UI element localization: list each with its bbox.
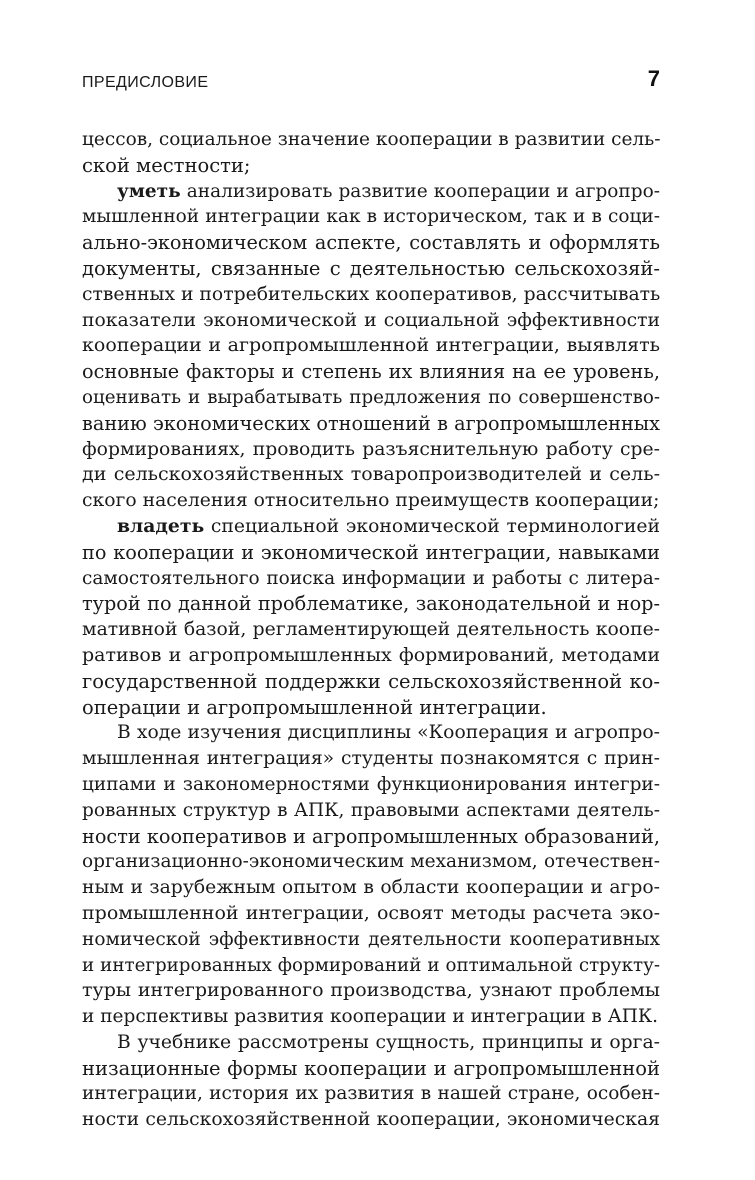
text-line (82, 591, 660, 617)
line-text: самостоятельного поиска информации и работы с литера- (82, 567, 660, 589)
line-text: ным и зарубежным опытом в области кооперации и агро- (82, 877, 660, 899)
line-text: турой по данной проблематике, законодательной и нор- (82, 592, 660, 616)
line-text: цессов, социальное значение кооперации в развитии сель- (82, 129, 661, 150)
text-line (82, 849, 660, 875)
line-text: ственных и потребительских кооперативов, рассчитывать (82, 283, 661, 305)
text-line (82, 720, 660, 746)
text-line (82, 953, 660, 979)
line-text: ративов и агропромышленных формирований, методами (82, 643, 660, 666)
text-line (82, 927, 660, 953)
line-text: ности кооперативов и агропромышленных образований, (82, 824, 660, 848)
page-header (82, 66, 660, 92)
text-line (82, 411, 660, 437)
paragraph (82, 127, 660, 179)
line-text: основные факторы и степень их влияния на ее уровень, (82, 360, 660, 384)
text-line (82, 385, 660, 411)
line-text: ди сельскохозяйственных товаропроизводителей и сель- (82, 463, 660, 486)
line-text: ского населения относительно преимуществ кооперации; (82, 490, 660, 512)
line-text: государственной поддержки сельскохозяйственной ко- (82, 669, 660, 693)
text-line (82, 824, 660, 850)
text-line (82, 540, 660, 566)
line-text: и перспективы развития кооперации и интеграции в АПК. (82, 1006, 659, 1028)
paragraph (82, 720, 660, 1030)
paragraph (82, 179, 660, 514)
paragraph (82, 1030, 660, 1133)
text-line (82, 1004, 660, 1030)
text-line (82, 282, 660, 308)
text-line (82, 901, 660, 927)
line-text: ности сельскохозяйственной кооперации, экономическая (82, 1109, 660, 1131)
text-line (82, 204, 660, 230)
line-text: ципами и закономерностями функционирования интегри- (82, 773, 660, 795)
text-line (82, 127, 660, 153)
text-line (82, 437, 660, 463)
bold-term: владеть (117, 514, 205, 537)
line-text: мативной базой, регламентирующей деятельность коопе- (82, 619, 660, 641)
line-text: В учебнике рассмотрены сущность, принципы и орга- (117, 1031, 660, 1053)
line-text: кооперации и агропромышленной интеграции, выявлять (82, 334, 660, 357)
text-line (82, 643, 660, 669)
page-number: 7 (647, 66, 660, 91)
line-text: документы, связанные с деятельностью сельскохозяй- (82, 256, 660, 280)
text-line (82, 798, 660, 824)
line-text: туры интегрированного производства, узнают проблемы (82, 979, 660, 1002)
text-line (82, 256, 660, 282)
line-text: специальной экономической терминологией (204, 515, 660, 537)
line-text: мышленная интеграция» студенты познакомятся с прин- (82, 748, 660, 770)
text-line (82, 333, 660, 359)
text-line (82, 566, 660, 592)
body-text (82, 127, 660, 1133)
line-text: ально-экономическом аспекте, составлять и оформлять (82, 231, 660, 255)
line-text: номической эффективности деятельности кооперативных (82, 928, 660, 950)
text-line (82, 488, 660, 514)
text-line (82, 230, 660, 256)
line-text: формированиях, проводить разъяснительную работу сре- (82, 438, 660, 460)
line-text: по кооперации и экономической интеграции, навыками (82, 540, 660, 564)
text-line (82, 772, 660, 798)
text-line (82, 308, 660, 334)
text-line (82, 746, 660, 772)
line-text: операции и агропромышленной интеграции. (82, 695, 547, 719)
line-text: промышленной интеграции, освоят методы расчета эко- (82, 901, 660, 924)
line-text: интеграции, история их развития в нашей стране, особен- (82, 1083, 660, 1105)
text-line (82, 179, 660, 205)
text-line (82, 1030, 660, 1056)
line-text: рованных структур в АПК, правовыми аспектами деятель- (82, 799, 660, 821)
text-line (82, 669, 660, 695)
text-line (82, 1081, 660, 1107)
text-line (82, 1056, 660, 1082)
text-line (82, 617, 660, 643)
text-line (82, 359, 660, 385)
text-line (82, 514, 660, 540)
line-text: и интегрированных формирований и оптимальной структу- (82, 954, 660, 976)
text-line (82, 695, 660, 721)
text-line (82, 978, 660, 1004)
text-line (82, 462, 660, 488)
line-text: организационно-экономическим механизмом, отечествен- (82, 851, 660, 873)
line-text: ской местности; (82, 153, 251, 177)
line-text: В ходе изучения дисциплины «Кооперация и агропро- (117, 722, 660, 744)
text-line (82, 153, 660, 179)
line-text: мышленной интеграции как в историческом, так и в соци- (82, 206, 660, 228)
line-text: оценивать и вырабатывать предложения по совершенство- (82, 386, 660, 408)
bold-term: уметь (117, 180, 181, 202)
line-text: показатели экономической и социальной эффективности (82, 309, 660, 331)
running-title: ПРЕДИСЛОВИЕ (82, 74, 209, 91)
paragraph (82, 514, 660, 720)
line-text: ванию экономических отношений в агропромышленных (82, 411, 660, 435)
text-line (82, 875, 660, 901)
line-text: анализировать развитие кооперации и агропро- (180, 180, 660, 202)
text-line (82, 1107, 660, 1133)
line-text: низационные формы кооперации и агропромышленной (82, 1056, 660, 1080)
